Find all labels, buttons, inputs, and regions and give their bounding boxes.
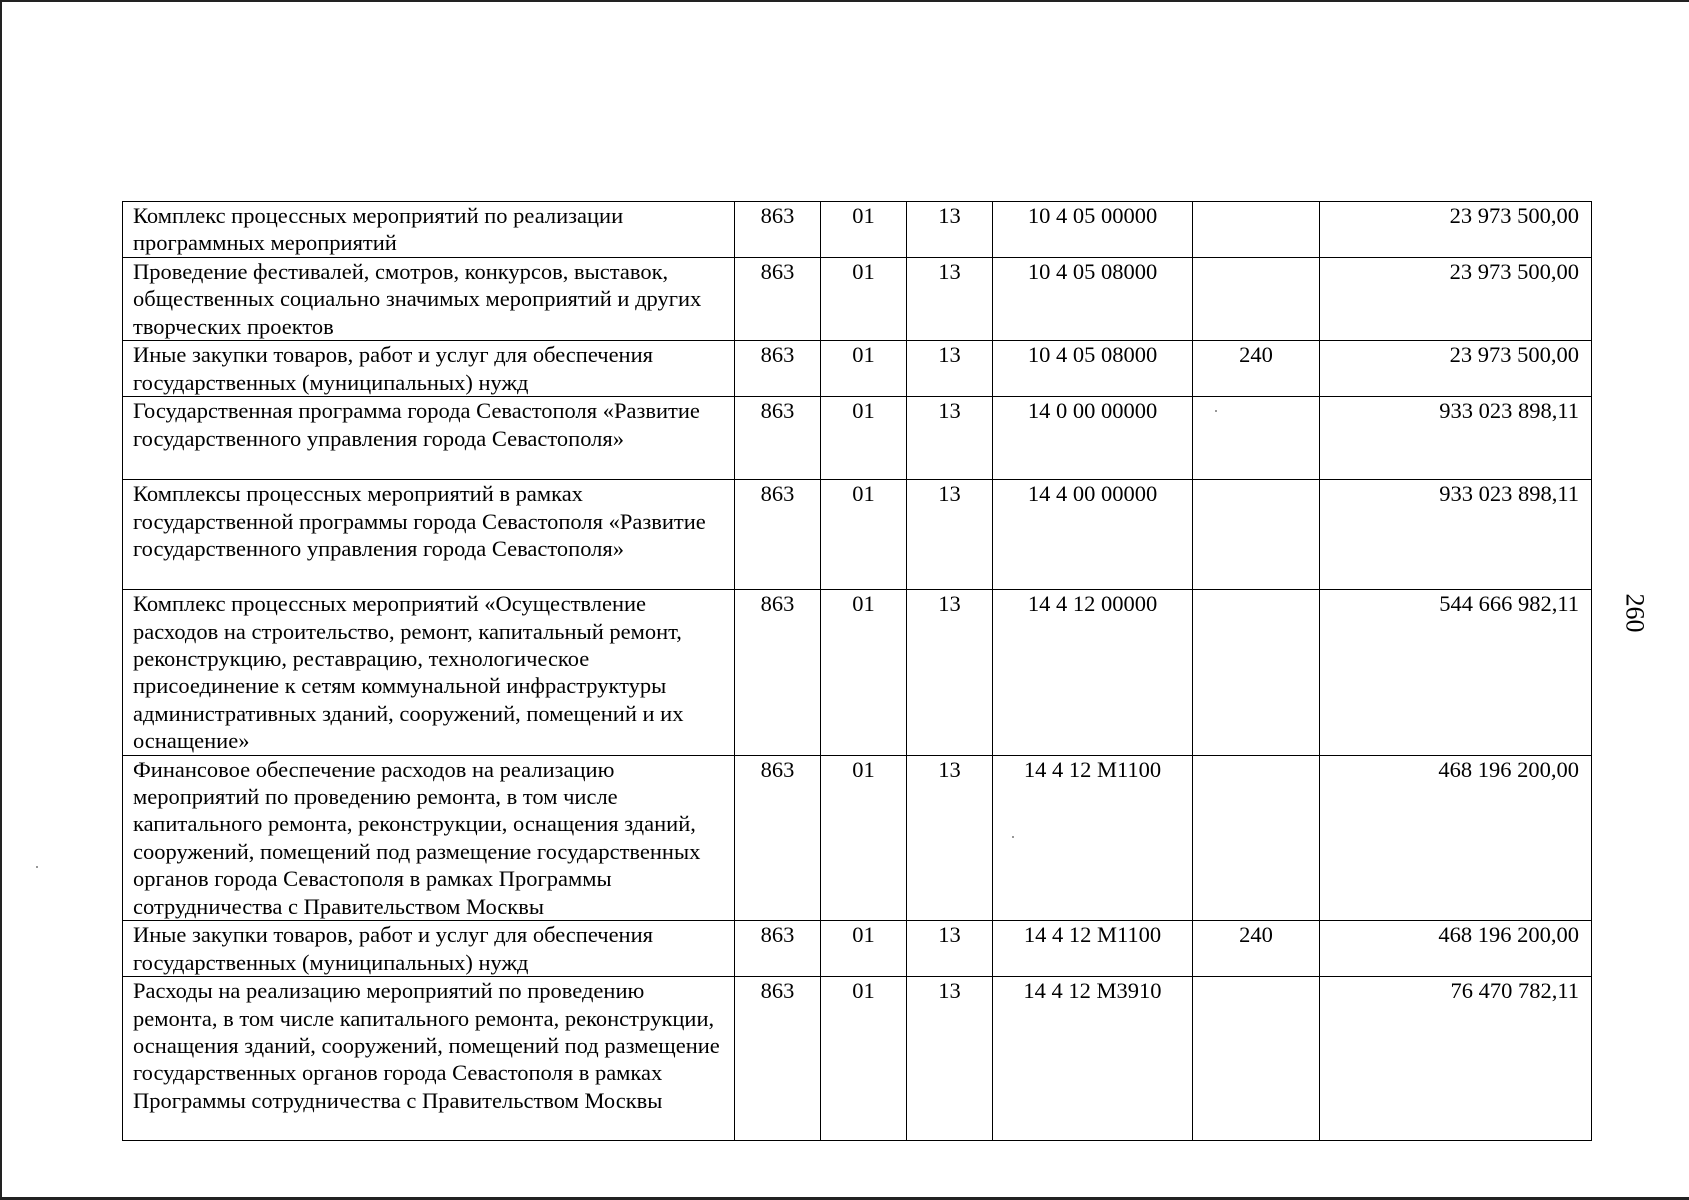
- cell-section: 01: [821, 590, 907, 755]
- cell-section: 01: [821, 341, 907, 397]
- cell-amount: 23 973 500,00: [1320, 258, 1592, 341]
- cell-grbs: 863: [735, 341, 821, 397]
- table-row: [123, 341, 1592, 397]
- cell-section: 01: [821, 397, 907, 480]
- cell-name: Иные закупки товаров, работ и услуг для обеспечения государственных (муниципальных) нужд: [123, 341, 735, 397]
- cell-section: 01: [821, 480, 907, 590]
- cell-expense-type: [1193, 590, 1320, 755]
- cell-amount: 933 023 898,11: [1320, 480, 1592, 590]
- cell-target-article: 14 4 12 M3910: [993, 977, 1193, 1141]
- cell-grbs: 863: [735, 755, 821, 920]
- cell-subsection: 13: [907, 341, 993, 397]
- cell-subsection: 13: [907, 202, 993, 258]
- cell-expense-type: 240: [1193, 341, 1320, 397]
- cell-amount: 468 196 200,00: [1320, 755, 1592, 920]
- table-row: [123, 921, 1592, 977]
- cell-expense-type: [1193, 480, 1320, 590]
- budget-table: [122, 201, 1592, 1141]
- cell-expense-type: [1193, 755, 1320, 920]
- cell-target-article: 14 0 00 00000: [993, 397, 1193, 480]
- cell-grbs: 863: [735, 258, 821, 341]
- budget-table-body: [123, 202, 1592, 1141]
- cell-subsection: 13: [907, 590, 993, 755]
- table-row: [123, 755, 1592, 920]
- scan-border-top: [0, 0, 1689, 2]
- cell-subsection: 13: [907, 258, 993, 341]
- cell-target-article: 10 4 05 08000: [993, 258, 1193, 341]
- cell-name: Проведение фестивалей, смотров, конкурсов, выставок, общественных социально значимых мероприятий и других творческих проектов: [123, 258, 735, 341]
- cell-target-article: 14 4 12 M1100: [993, 921, 1193, 977]
- cell-subsection: 13: [907, 977, 993, 1141]
- cell-section: 01: [821, 755, 907, 920]
- cell-expense-type: [1193, 258, 1320, 341]
- cell-expense-type: [1193, 397, 1320, 480]
- page-number: 260: [1620, 593, 1650, 633]
- cell-amount: 933 023 898,11: [1320, 397, 1592, 480]
- cell-name: Комплексы процессных мероприятий в рамках государственной программы города Севастополя «Развитие государственного управления города Севастополя»: [123, 480, 735, 590]
- table-row: [123, 590, 1592, 755]
- cell-name: Государственная программа города Севастополя «Развитие государственного управления города Севастополя»: [123, 397, 735, 480]
- cell-amount: 23 973 500,00: [1320, 341, 1592, 397]
- cell-amount: 76 470 782,11: [1320, 977, 1592, 1141]
- cell-subsection: 13: [907, 921, 993, 977]
- cell-section: 01: [821, 977, 907, 1141]
- cell-name: Комплекс процессных мероприятий «Осуществление расходов на строительство, ремонт, капитальный ремонт, реконструкцию, реставрацию, технологическое присоединение к сетям коммунальной инфраструктуры административных зданий, сооружений, помещений и их оснащение»: [123, 590, 735, 755]
- cell-subsection: 13: [907, 397, 993, 480]
- cell-target-article: 10 4 05 00000: [993, 202, 1193, 258]
- cell-expense-type: [1193, 977, 1320, 1141]
- cell-target-article: 10 4 05 08000: [993, 341, 1193, 397]
- cell-subsection: 13: [907, 755, 993, 920]
- cell-section: 01: [821, 921, 907, 977]
- cell-grbs: 863: [735, 397, 821, 480]
- table-row: [123, 480, 1592, 590]
- scan-border-left: [0, 0, 2, 1200]
- cell-amount: 23 973 500,00: [1320, 202, 1592, 258]
- scan-speck: [1215, 410, 1217, 412]
- table-row: [123, 202, 1592, 258]
- table-row: [123, 258, 1592, 341]
- cell-name: Финансовое обеспечение расходов на реализацию мероприятий по проведению ремонта, в том числе капитального ремонта, реконструкции, оснащения зданий, сооружений, помещений под размещение государственных органов города Севастополя в рамках Программы сотрудничества с Правительством Москвы: [123, 755, 735, 920]
- cell-grbs: 863: [735, 921, 821, 977]
- cell-amount: 468 196 200,00: [1320, 921, 1592, 977]
- cell-expense-type: [1193, 202, 1320, 258]
- cell-grbs: 863: [735, 977, 821, 1141]
- cell-subsection: 13: [907, 480, 993, 590]
- cell-target-article: 14 4 00 00000: [993, 480, 1193, 590]
- table-row: [123, 397, 1592, 480]
- cell-target-article: 14 4 12 M1100: [993, 755, 1193, 920]
- cell-expense-type: 240: [1193, 921, 1320, 977]
- scan-speck: [1012, 836, 1014, 838]
- cell-section: 01: [821, 202, 907, 258]
- cell-name: Расходы на реализацию мероприятий по проведению ремонта, в том числе капитального ремонта, реконструкции, оснащения зданий, сооружений, помещений под размещение государственных органов города Севастополя в рамках Программы сотрудничества с Правительством Москвы: [123, 977, 735, 1141]
- cell-section: 01: [821, 258, 907, 341]
- cell-target-article: 14 4 12 00000: [993, 590, 1193, 755]
- cell-grbs: 863: [735, 480, 821, 590]
- cell-grbs: 863: [735, 202, 821, 258]
- cell-amount: 544 666 982,11: [1320, 590, 1592, 755]
- cell-name: Иные закупки товаров, работ и услуг для обеспечения государственных (муниципальных) нужд: [123, 921, 735, 977]
- cell-name: Комплекс процессных мероприятий по реализации программных мероприятий: [123, 202, 735, 258]
- scan-speck: [36, 866, 38, 868]
- table-row: [123, 977, 1592, 1141]
- cell-grbs: 863: [735, 590, 821, 755]
